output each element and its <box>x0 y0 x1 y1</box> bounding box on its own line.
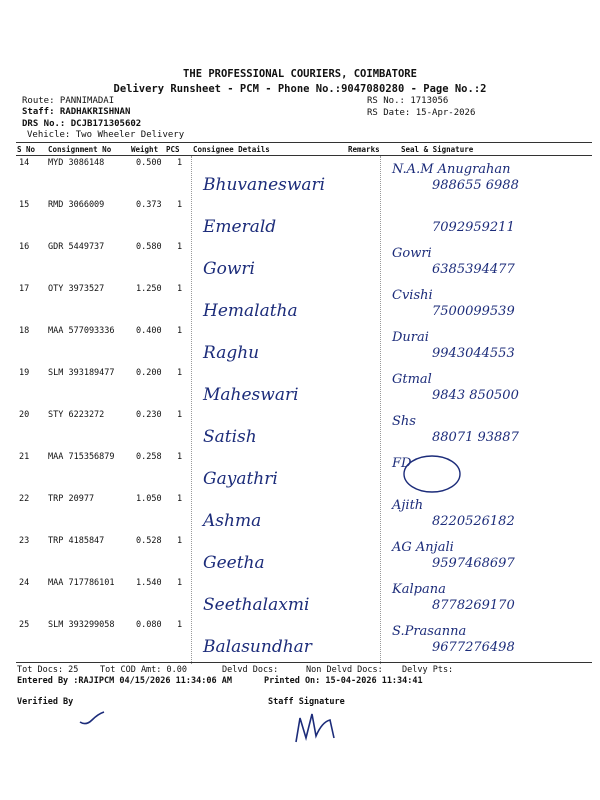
row-pcs: 1 <box>177 578 183 588</box>
row-pcs: 1 <box>177 620 183 630</box>
row-receiver-signature: Durai <box>392 330 429 345</box>
row-pcs: 1 <box>177 494 183 504</box>
row-consignee-name: Maheswari <box>203 385 299 405</box>
delivery-stamp-mark <box>398 452 468 496</box>
row-consignee-name: Satish <box>203 427 257 447</box>
row-consignment-no: SLM 393189477 <box>48 368 115 378</box>
delivery-points: Delvy Pts: <box>402 665 454 675</box>
row-pcs: 1 <box>177 158 183 168</box>
row-receiver-signature: N.A.M Anugrahan <box>392 162 511 177</box>
staff-signature-label: Staff Signature <box>268 697 345 707</box>
rs-number: RS No.: 1713056 <box>367 96 449 106</box>
row-receiver-signature: Shs <box>392 414 416 429</box>
row-weight: 0.400 <box>136 326 162 336</box>
col-pcs: PCS <box>166 145 180 154</box>
row-receiver-signature: AG Anjali <box>392 540 454 555</box>
row-weight: 0.080 <box>136 620 162 630</box>
row-sno: 24 <box>19 578 30 588</box>
row-consignment-no: SLM 393299058 <box>48 620 115 630</box>
row-consignee-name: Bhuvaneswari <box>203 175 326 195</box>
row-receiver-phone: 9677276498 <box>432 640 515 655</box>
company-title: THE PROFESSIONAL COURIERS, COIMBATORE <box>183 68 417 80</box>
row-receiver-phone: 7092959211 <box>432 220 515 235</box>
row-consignment-no: STY 6223272 <box>48 410 105 420</box>
row-sno: 14 <box>19 158 30 168</box>
verified-by-label: Verified By <box>17 697 74 707</box>
route-label: Route: PANNIMADAI <box>22 96 115 106</box>
row-weight: 1.540 <box>136 578 162 588</box>
row-receiver-signature: Ajith <box>392 498 424 513</box>
row-sno: 17 <box>19 284 30 294</box>
row-receiver-signature: Gtmal <box>392 372 432 387</box>
row-consignment-no: OTY 3973527 <box>48 284 105 294</box>
row-weight: 0.258 <box>136 452 162 462</box>
delivered-docs: Delvd Docs: <box>222 665 279 675</box>
row-consignee-name: Emerald <box>203 217 277 237</box>
row-pcs: 1 <box>177 368 183 378</box>
row-sno: 25 <box>19 620 30 630</box>
row-pcs: 1 <box>177 242 183 252</box>
row-sno: 21 <box>19 452 30 462</box>
row-weight: 1.250 <box>136 284 162 294</box>
entered-by: Entered By :RAJIPCM 04/15/2026 11:34:06 AM <box>17 676 232 686</box>
row-consignment-no: RMD 3066009 <box>48 200 105 210</box>
row-consignee-name: Gowri <box>203 259 255 279</box>
row-consignee-name: Ashma <box>203 511 262 531</box>
col-sno: S No <box>17 145 36 154</box>
row-sno: 15 <box>19 200 30 210</box>
row-receiver-signature: FD <box>392 456 412 471</box>
row-consignment-no: MAA 577093336 <box>48 326 115 336</box>
row-receiver-signature: S.Prasanna <box>392 624 467 639</box>
runsheet-subtitle: Delivery Runsheet - PCM - Phone No.:9047080280 - Page No.:2 <box>113 83 487 95</box>
row-consignment-no: TRP 4185847 <box>48 536 105 546</box>
row-weight: 0.200 <box>136 368 162 378</box>
row-receiver-signature: Cvishi <box>392 288 433 303</box>
staff-label: Staff: RADHAKRISHNAN <box>22 107 131 117</box>
non-delivered-docs: Non Delvd Docs: <box>306 665 383 675</box>
row-weight: 1.050 <box>136 494 162 504</box>
row-consignment-no: MAA 717786101 <box>48 578 115 588</box>
row-receiver-phone: 6385394477 <box>432 262 515 277</box>
printed-on: Printed On: 15-04-2026 11:34:41 <box>264 676 423 686</box>
row-consignment-no: MAA 715356879 <box>48 452 115 462</box>
row-weight: 0.373 <box>136 200 162 210</box>
row-consignee-name: Geetha <box>203 553 265 573</box>
row-receiver-phone: 8778269170 <box>432 598 515 613</box>
row-weight: 0.500 <box>136 158 162 168</box>
row-consignment-no: MYD 3086148 <box>48 158 105 168</box>
col-weight: Weight <box>131 145 159 154</box>
row-receiver-phone: 7500099539 <box>432 304 515 319</box>
row-pcs: 1 <box>177 536 183 546</box>
row-sno: 19 <box>19 368 30 378</box>
rs-date: RS Date: 15-Apr-2026 <box>367 108 476 118</box>
row-consignee-name: Raghu <box>203 343 260 363</box>
row-pcs: 1 <box>177 326 183 336</box>
total-cod: Tot COD Amt: 0.00 <box>100 665 187 675</box>
row-receiver-phone: 988655 6988 <box>432 178 519 193</box>
row-weight: 0.230 <box>136 410 162 420</box>
col-remarks: Remarks <box>348 145 380 154</box>
row-pcs: 1 <box>177 200 183 210</box>
col-consignee: Consignee Details <box>193 145 270 154</box>
drs-number: DRS No.: DCJB171305602 <box>22 119 142 129</box>
row-weight: 0.580 <box>136 242 162 252</box>
row-sno: 22 <box>19 494 30 504</box>
row-pcs: 1 <box>177 410 183 420</box>
row-pcs: 1 <box>177 284 183 294</box>
row-receiver-signature: Gowri <box>392 246 432 261</box>
row-sno: 20 <box>19 410 30 420</box>
row-receiver-phone: 9943044553 <box>432 346 515 361</box>
verified-signature-mark <box>78 708 108 728</box>
row-receiver-phone: 8220526182 <box>432 514 515 529</box>
row-receiver-phone: 88071 93887 <box>432 430 519 445</box>
row-weight: 0.528 <box>136 536 162 546</box>
row-receiver-phone: 9843 850500 <box>432 388 519 403</box>
row-consignment-no: TRP 20977 <box>48 494 95 504</box>
col-consignment: Consignment No <box>48 145 112 154</box>
row-sno: 16 <box>19 242 30 252</box>
row-receiver-phone: 9597468697 <box>432 556 515 571</box>
row-receiver-signature: Kalpana <box>392 582 446 597</box>
row-consignee-name: Gayathri <box>203 469 278 489</box>
row-consignment-no: GDR 5449737 <box>48 242 105 252</box>
vehicle-label: Vehicle: Two Wheeler Delivery <box>27 130 185 140</box>
total-docs: Tot Docs: 25 <box>17 665 79 675</box>
row-pcs: 1 <box>177 452 183 462</box>
row-sno: 23 <box>19 536 30 546</box>
col-seal-signature: Seal & Signature <box>401 145 474 154</box>
row-sno: 18 <box>19 326 30 336</box>
row-consignee-name: Hemalatha <box>203 301 298 321</box>
row-consignee-name: Seethalaxmi <box>203 595 310 615</box>
staff-signature-mark <box>290 708 340 748</box>
row-consignee-name: Balasundhar <box>203 637 312 657</box>
